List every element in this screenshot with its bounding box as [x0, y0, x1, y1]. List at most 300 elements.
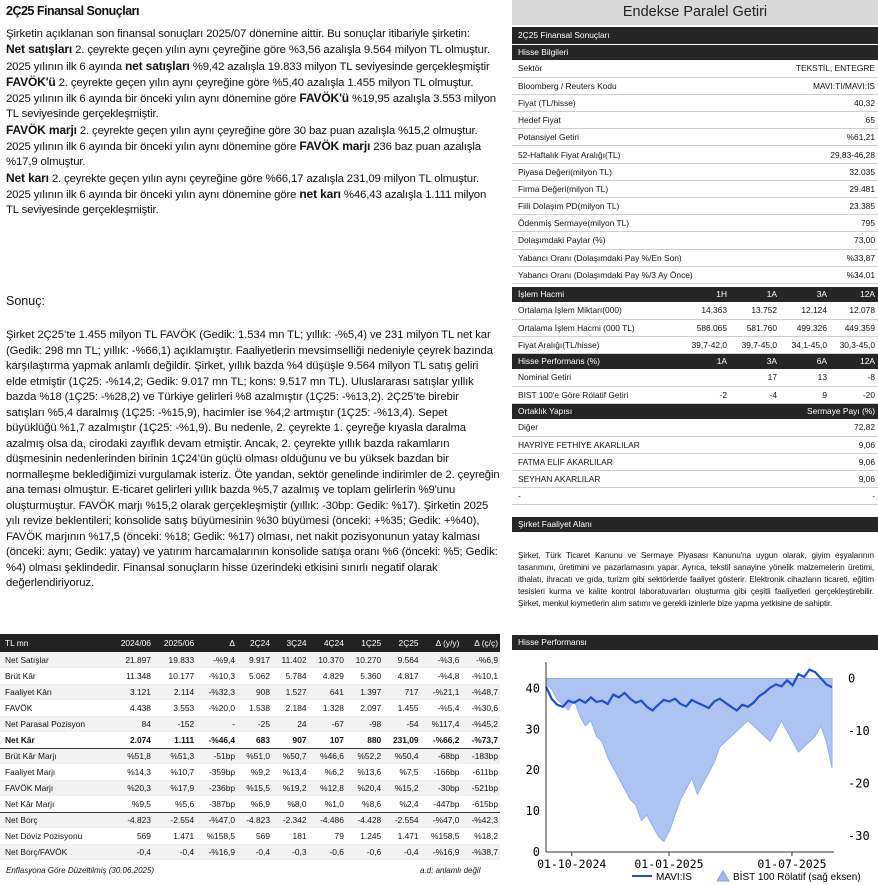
- net-profit-paragraph: [6, 171, 498, 219]
- cell: 5.360: [360, 671, 382, 681]
- cell: %51,3: [153, 748, 196, 764]
- cell: %50,4: [383, 748, 420, 764]
- cell: 907: [272, 732, 309, 748]
- cell: Yabancı Oranı (Dolaşımdaki Pay %/3 Ay Önce): [512, 266, 762, 283]
- cell: %19,2: [272, 780, 309, 796]
- table-row: [512, 180, 878, 197]
- cell: FATMA ELİF AKARLILAR: [512, 453, 815, 470]
- column-header: TL mn: [0, 634, 110, 652]
- cell: -%10,3: [208, 671, 236, 681]
- cell: -2.554: [383, 812, 420, 828]
- cell: %12,8: [309, 780, 346, 796]
- ownership-table: [512, 419, 878, 505]
- cell: 10.177: [168, 671, 195, 681]
- cell: 30,3-45,0: [830, 336, 878, 353]
- net-sales-paragraph: [6, 42, 498, 75]
- left-tick-label: 40: [525, 681, 540, 696]
- cell: %17,9: [153, 780, 196, 796]
- table-row: [512, 369, 878, 386]
- cell: %14,3: [127, 767, 151, 777]
- cell: Firma Değeri(milyon TL): [512, 180, 762, 197]
- table-row: [512, 302, 878, 319]
- summary-section: [6, 4, 498, 219]
- cell: Ortalama İşlem Miktarı(000): [512, 302, 678, 319]
- table-row: [512, 232, 878, 249]
- cell: -2: [678, 386, 730, 403]
- txt: 2. çeyrekte geçen yılın aynı çeyreğine göre %3,56 azalışla 9.564 milyon TL olmuştur. 2025 yılının ilk 6 ayında: [6, 44, 490, 73]
- cell: 1.111: [153, 732, 196, 748]
- cell: -2.342: [272, 812, 309, 828]
- cell: -%66,2: [421, 732, 462, 748]
- table-row: [512, 336, 878, 353]
- performance-chart-svg: [512, 650, 878, 885]
- table-row: [512, 488, 878, 505]
- header-cell: Hisse Performans (%): [518, 356, 600, 366]
- cell: Net Kâr Marjı: [5, 798, 55, 809]
- volume-table: [512, 302, 878, 354]
- cell: -%16,9: [421, 844, 462, 860]
- cell: Potansiyel Getiri: [512, 129, 762, 146]
- legend-label: BİST 100 Rölatif (sağ eksen): [733, 872, 861, 883]
- cell: -30bp: [421, 780, 462, 796]
- cell: Dolaşımdaki Paylar (%): [512, 232, 762, 249]
- panel-header: Endekse Paralel Getiri: [512, 0, 878, 25]
- kw: FAVÖK'ü: [299, 91, 349, 106]
- cell: %34,01: [762, 266, 878, 283]
- table-row: [0, 716, 500, 732]
- column-header: 2025/06: [153, 634, 196, 652]
- volume-header: [512, 287, 878, 302]
- cell: 1.527: [272, 684, 309, 700]
- header-cell: 3A: [766, 356, 777, 366]
- cell: Brüt Kâr: [5, 671, 36, 681]
- cell: 72,82: [815, 419, 878, 436]
- cell: FAVÖK Marjı: [0, 780, 110, 796]
- table-row: [512, 266, 878, 283]
- cell: Fiili Dolaşım PD(milyon TL): [512, 198, 762, 215]
- cell: %33,87: [762, 249, 878, 266]
- left-tick-label: 10: [525, 804, 540, 819]
- cell: -0,4: [237, 844, 272, 860]
- cell: 3.121: [110, 684, 153, 700]
- cell: -: [512, 488, 815, 505]
- cell: 29,83-46,28: [762, 146, 878, 163]
- table-row: [512, 112, 878, 129]
- cell: Fiyat Aralığı(TL/hisse): [512, 336, 678, 353]
- favok-margin-paragraph: [6, 123, 498, 171]
- cell: -0,4: [383, 844, 420, 860]
- header-cell: 1A: [766, 288, 777, 299]
- table-row: [0, 652, 500, 668]
- legend-swatch-relative: [717, 871, 729, 881]
- table-row: [0, 732, 500, 748]
- cell: 1.455: [397, 703, 419, 713]
- header-cell: 12A: [860, 288, 875, 299]
- cell: -%47,0: [196, 812, 237, 828]
- table-row: [512, 198, 878, 215]
- table-row: [0, 844, 500, 860]
- table-row: [512, 163, 878, 180]
- performance-table: [512, 369, 878, 404]
- table-row: [0, 780, 500, 796]
- cell: -20: [830, 386, 878, 403]
- cell: 9.917: [237, 652, 272, 668]
- activity-header: Şirket Faaliyet Alanı: [512, 517, 878, 532]
- cell: Ödenmiş Sermaye(milyon TL): [512, 215, 762, 232]
- cell: 23.385: [762, 198, 878, 215]
- table-row: [0, 764, 500, 780]
- cell: -%45,2: [461, 716, 500, 732]
- cell: Nominal Getiri: [512, 369, 678, 386]
- intro-paragraph: Şirketin açıklanan son finansal sonuçları 2025/07 dönemine aittir. Bu sonuçlar itibariyle şirketin:: [6, 28, 470, 40]
- txt: 236 baz puan azalışla %17,9 olmuştur.: [6, 141, 481, 169]
- table-row: [512, 249, 878, 266]
- cell: 10.370: [309, 652, 346, 668]
- cell: -%10,1: [471, 671, 498, 681]
- cell: 880: [346, 732, 383, 748]
- cell: 13.752: [730, 302, 780, 319]
- left-tick-label: 20: [525, 763, 540, 778]
- column-header: Δ: [196, 634, 237, 652]
- cell: 683: [237, 732, 272, 748]
- table-row: [512, 419, 878, 436]
- cell: 9,06: [815, 453, 878, 470]
- column-header: 2Ç25: [383, 634, 420, 652]
- cell: 34,1-45,0: [780, 336, 830, 353]
- cell: 2.114: [153, 684, 196, 700]
- cell: 12.124: [780, 302, 830, 319]
- table-row: [512, 146, 878, 163]
- cell: -98: [346, 716, 383, 732]
- cell: 11.402: [272, 652, 309, 668]
- cell: 4.438: [130, 703, 151, 713]
- x-tick-label: 01-10-2024: [537, 857, 607, 871]
- cell: -%4,8: [437, 671, 460, 681]
- table-row: [0, 828, 500, 844]
- cell: -0,4: [153, 844, 196, 860]
- cell: -4.823: [237, 812, 272, 828]
- column-header: 3Ç24: [272, 634, 309, 652]
- cell: 10.270: [346, 652, 383, 668]
- cell: -%73,7: [461, 732, 500, 748]
- cell: -611bp: [472, 767, 498, 777]
- cell: Brüt Kâr Marjı: [0, 748, 110, 764]
- txt: 2. çeyrekte geçen yılın aynı çeyreğine göre %5,40 azalışla 1.455 milyon TL olmuştur. 2025 yılının ilk 6 ayında bir önceki yılın aynı dönemine göre: [6, 76, 474, 106]
- cell: -%38,7: [461, 844, 500, 860]
- cell: Net Satışlar: [0, 652, 110, 668]
- cell: 65: [762, 112, 878, 129]
- cell: -%42,3: [461, 812, 500, 828]
- cell: -%16,9: [196, 844, 237, 860]
- cell: %51,0: [237, 748, 272, 764]
- cell: Yabancı Oranı (Dolaşımdaki Pay %/En Son): [512, 249, 762, 266]
- favok-paragraph: [6, 75, 498, 123]
- cell: -236bp: [196, 780, 237, 796]
- section-results: 2Ç25 Finansal Sonuçları: [512, 27, 878, 44]
- cell: -0,6: [309, 844, 346, 860]
- table-row: [512, 77, 878, 94]
- cell: %15,5: [237, 780, 272, 796]
- cell: %52,2: [346, 748, 383, 764]
- x-tick-label: 01-01-2025: [634, 857, 704, 871]
- table-footnote-right: a.d: anlamlı değil: [420, 866, 481, 875]
- cell: %2,4: [399, 798, 419, 809]
- cell: %10,7: [170, 767, 195, 777]
- cell: %6,9: [250, 798, 270, 809]
- table-row: [512, 470, 878, 487]
- cell: TEKSTİL, ENTEGRE: [762, 60, 878, 77]
- cell: %15,2: [383, 780, 420, 796]
- cell: 40,32: [762, 94, 878, 111]
- table-row: [512, 386, 878, 403]
- cell: 79: [334, 831, 344, 841]
- cell: 1.471: [173, 831, 195, 841]
- financial-table: [0, 634, 500, 860]
- cell: -8: [830, 369, 878, 386]
- cell: -: [815, 488, 878, 505]
- cell: 449.359: [830, 319, 878, 336]
- kw: FAVÖK marjı: [6, 122, 77, 137]
- txt: %19,95 azalışla 3.553 milyon TL seviyesinde gerçekleşmiştir.: [6, 93, 496, 121]
- cell: 21.897: [110, 652, 153, 668]
- cell: Net Döviz Pozisyonu: [5, 831, 83, 841]
- cell: 5.062: [249, 671, 270, 681]
- txt: 2. çeyrekte geçen yılın aynı çeyreğine göre %66,17 azalışla 231,09 milyon TL olmuştur. 2025 yılının ilk 6 ayında bir önceki yılın aynı dönemine göre: [6, 172, 479, 201]
- right-tick-label: -10: [848, 724, 870, 739]
- cell: 499.326: [780, 319, 830, 336]
- left-tick-label: 30: [525, 722, 540, 737]
- cell: -4: [730, 386, 780, 403]
- stock-info-table: [512, 60, 878, 284]
- cell: -0,4: [110, 844, 153, 860]
- cell: %61,21: [762, 129, 878, 146]
- cell: Ortalama İşlem Hacmi (000 TL): [512, 319, 678, 336]
- table-row: [512, 215, 878, 232]
- cell: -4.486: [309, 812, 346, 828]
- chart-header: Hisse Performansı: [512, 635, 878, 650]
- cell: 795: [762, 215, 878, 232]
- cell: %13,4: [282, 767, 307, 777]
- cell: 52-Haftalık Fiyat Aralığı(TL): [512, 146, 762, 163]
- kw: net karı: [299, 186, 341, 201]
- column-header: Δ (y/y): [421, 634, 462, 652]
- cell: -4.428: [346, 812, 383, 828]
- cell: Faaliyet Kârı: [0, 684, 110, 700]
- cell: Diğer: [512, 419, 815, 436]
- table-row: [0, 812, 500, 828]
- kw: FAVÖK'ü: [6, 74, 56, 89]
- cell: 2.074: [110, 732, 153, 748]
- cell: 569: [256, 831, 270, 841]
- txt: %9,42 azalışla 19.833 milyon TL seviyesinde gerçekleşmiştir: [192, 60, 490, 73]
- table-row: [0, 684, 500, 700]
- cell: -4.823: [110, 812, 153, 828]
- cell: %20,4: [346, 780, 383, 796]
- cell: Net Kâr: [0, 732, 110, 748]
- cell: -152: [153, 716, 196, 732]
- cell: -521bp: [461, 780, 500, 796]
- page-title: 2Ç25 Finansal Sonuçları: [6, 4, 139, 18]
- column-header: 2024/06: [110, 634, 153, 652]
- cell: 107: [309, 732, 346, 748]
- table-row: [0, 668, 500, 684]
- cell: %13,6: [357, 767, 382, 777]
- cell: 581.760: [730, 319, 780, 336]
- cell: %50,7: [272, 748, 309, 764]
- table-row: [512, 436, 878, 453]
- table-row: [512, 129, 878, 146]
- cell: 1.471: [397, 831, 419, 841]
- cell: 2.097: [360, 703, 382, 713]
- cell: -615bp: [471, 798, 498, 809]
- cell: 1.245: [360, 831, 382, 841]
- cell: %8,6: [362, 798, 382, 809]
- cell: 1.538: [249, 703, 270, 713]
- performance-header: [512, 354, 878, 369]
- cell: -0,6: [346, 844, 383, 860]
- cell: %158,5: [206, 831, 236, 841]
- cell: -: [196, 716, 237, 732]
- cell: 641: [309, 684, 346, 700]
- txt: %46,43 azalışla 1.111 milyon TL seviyesinde gerçekleşmiştir.: [6, 188, 487, 217]
- cell: BIST 100'e Göre Rölatif Getiri: [512, 386, 678, 403]
- header-cell: 6A: [816, 356, 827, 366]
- header-cell: 1H: [716, 288, 727, 299]
- cell: %18,2: [474, 831, 498, 841]
- cell: 11.348: [125, 671, 151, 681]
- cell: %9,5: [131, 798, 151, 809]
- kw: FAVÖK marjı: [299, 139, 371, 154]
- cell: 9,06: [815, 470, 878, 487]
- column-header: 4Ç24: [309, 634, 346, 652]
- cell: Net Borç: [0, 812, 110, 828]
- table-footnote: Enflasyona Göre Düzeltilmiş (30.06.2025): [6, 866, 155, 875]
- cell: -%6,9: [461, 652, 500, 668]
- section-stock-info: Hisse Bilgileri: [512, 45, 878, 60]
- header-cell: 3A: [816, 288, 827, 299]
- cell: %6,2: [324, 767, 344, 777]
- cell: -%32,3: [196, 684, 237, 700]
- ownership-header: [512, 404, 878, 419]
- right-tick-label: -30: [848, 829, 870, 844]
- cell: 2.184: [285, 703, 307, 713]
- cell: Net Borç/FAVÖK: [0, 844, 110, 860]
- cell: -166bp: [433, 767, 460, 777]
- cell: -%30,6: [471, 703, 498, 713]
- header-cell: Ortaklık Yapısı: [518, 405, 573, 416]
- txt: 2. çeyrekte geçen yılın aynı çeyreğine göre 30 baz puan azalışla %15,2 olmuştur. 2025 yılının ilk 6 ayında bir önceki yılın aynı dönemine göre: [6, 124, 478, 154]
- cell: %20,3: [110, 780, 153, 796]
- table-header: [0, 634, 500, 652]
- cell: 39,7-45,0: [730, 336, 780, 353]
- cell: 3.553: [173, 703, 195, 713]
- cell: -%46,4: [196, 732, 237, 748]
- cell: Bloomberg / Reuters Kodu: [512, 77, 762, 94]
- cell: Faaliyet Marjı: [5, 767, 56, 777]
- cell: %1,0: [324, 798, 344, 809]
- cell: 73,00: [762, 232, 878, 249]
- right-tick-label: -20: [848, 776, 870, 791]
- cell: Sektör: [512, 60, 762, 77]
- cell: %51,8: [110, 748, 153, 764]
- cell: MAVI:TI/MAVI:IS: [762, 77, 878, 94]
- cell: 9: [780, 386, 830, 403]
- cell: -%9,4: [196, 652, 237, 668]
- cell: -67: [309, 716, 346, 732]
- cell: 1.328: [322, 703, 344, 713]
- cell: 14.363: [678, 302, 730, 319]
- kw: net satışları: [124, 58, 190, 73]
- cell: 17: [730, 369, 780, 386]
- cell: %46,6: [309, 748, 346, 764]
- left-tick-label: 0: [532, 845, 540, 859]
- cell: 9.564: [383, 652, 420, 668]
- cell: -183bp: [461, 748, 500, 764]
- cell: 24: [272, 716, 309, 732]
- column-header: 1Ç25: [346, 634, 383, 652]
- cell: 39,7-42,0: [678, 336, 730, 353]
- cell: -%5,4: [437, 703, 460, 713]
- table-row: [0, 796, 500, 812]
- x-tick-label: 01-07-2025: [757, 857, 827, 871]
- cell: %8,0: [287, 798, 307, 809]
- conclusion-title: Sonuç:: [6, 294, 45, 308]
- kw: Net satışları: [6, 42, 73, 57]
- cell: 13: [780, 369, 830, 386]
- cell: -%3,6: [421, 652, 462, 668]
- cell: Fiyat (TL/hisse): [512, 94, 762, 111]
- cell: 84: [110, 716, 153, 732]
- right-tick-label: 0: [848, 671, 856, 686]
- cell: -%47,0: [421, 812, 462, 828]
- cell: SEYHAN AKARLILAR: [512, 470, 815, 487]
- cell: -0,3: [272, 844, 309, 860]
- cell: -447bp: [433, 798, 460, 809]
- cell: 4.817: [397, 671, 419, 681]
- header-cell: İşlem Hacmi: [518, 288, 565, 299]
- cell: %7,5: [399, 767, 419, 777]
- cell: 231,09: [383, 732, 420, 748]
- cell: 29.481: [762, 180, 878, 197]
- cell: -2.554: [153, 812, 196, 828]
- cell: -359bp: [208, 767, 236, 777]
- cell: -51bp: [196, 748, 237, 764]
- stock-info-panel: [512, 0, 878, 647]
- cell: Net Parasal Pozisyon: [0, 716, 110, 732]
- kw: Net karı: [6, 170, 49, 185]
- cell: FAVÖK: [5, 703, 33, 713]
- cell: %5,6: [175, 798, 195, 809]
- table-row: [512, 319, 878, 336]
- cell: -%48,7: [461, 684, 500, 700]
- stock-chart: [512, 635, 878, 885]
- cell: 908: [237, 684, 272, 700]
- cell: %117,4: [421, 716, 462, 732]
- header-cell: Sermaye Payı (%): [807, 405, 875, 416]
- cell: Piyasa Değeri(milyon TL): [512, 163, 762, 180]
- conclusion-paragraph: Şirket 2Ç25’te 1.455 milyon TL FAVÖK (Gedik: 1.534 mn TL; yıllık: -%5,4) ve 231 milyon TL net kar (Gedik: 298 mn TL; yıllık: -%66,1) açıklamıştır. Faaliyetlerin mevsimselliği nedeniyle çeyrek bazında karşılaştırma yapmak anlamlı değildir. Şirket, yıllık bazda %4 düşüşle 9.564 milyon TL satış geliri elde etmiştir (1Ç25: -%14,2; Gedik: 9.017 mn TL; kons: 9.517 mn TL). Uluslararası satışlar yıllık bazda %18 (1Ç25: -%28,2) ve Türkiye gelirleri %8 azalmıştır (1Ç25: -%13,2). 2Ç25’te birebir satışları %5,4 daralmış (1Ç25: -%15,9), hacimler ise %4,2 artmıştır (1Ç25: -%13,4). Sepet büyüklüğü %1,7 azalmıştır (1Ç25: -%1,9). Bu nedenle, 2. çeyrekte 1. çeyreğe kıyasla daralma azalmış olsa da, cirodaki zayıflık devam etmiştir. Ancak, 2. çeyrekte yıllık bazda rakamların düşmesinin nedenlerinden birinin 1Ç24’ün güçlü olması olduğunu ve bu yüksek bazdan bir normalleşme beklediğimizi vurgulamak isteriz. Öte yandan, sektör genelinde indirimler de 2. çeyreğin ana teması olmuştur. E-ticaret gelirleri yıllık bazda %5,7 azalmış ve toplam gelirlerin %9'unu oluşturmuştur. FAVÖK marjı %15,2 olarak gerçekleşmiştir (yıllık: -30bp: Gedik: %17). Şirketin 2025 yılı revize beklentileri; konsolide satış büyümesinin %30 büyümesi (önceki: +%35; Gedik: +%40), FAVÖK marjının %17,5 (önceki: %18; Gedik: %17) olması, net nakit pozisyonunun yatay kalması (önceki: aynı; Gedik: yatay) ve yatırım harcamalarının konsolide satışa oranı %6 (önceki: %5; Gedik: %4) olması şeklindedir. Finansal sonuçların hisse üzerindeki etkisini sınırlı negatif olarak değerlendiriyoruz.: [6, 329, 500, 589]
- cell: HAYRİYE FETHİYE AKARLILAR: [512, 436, 815, 453]
- cell: %158,5: [431, 831, 460, 841]
- legend-label: MAVI:IS: [656, 872, 692, 883]
- cell: -%21,1: [421, 684, 462, 700]
- cell: 1.397: [346, 684, 383, 700]
- activity-text: Şirket, Türk Ticaret Kanunu ve Sermaye Piyasası Kanunu'na uygun olarak, giyim eşyalarının tasarımını, üretimini ve pazarlamasını yapar. Ayrıca, tekstil sanayine yönelik malzemelerin üretimi, ithalatı, ihracatı ve gıda, turizm gibi sektörlerde faaliyet gösterir. Elektronik cihazların ticareti, eğitim tesisleri kurma ve kalite kontrol laboratuvarları oluşturma gibi çeşitli faaliyetleri gerçekleştirebilir. Şirket, menkul kıymetlerin alım satımı ve gerekli izinlerle bize yapma yetkisine de sahiptir.: [518, 551, 874, 609]
- cell: 181: [292, 831, 307, 841]
- table-row: [512, 94, 878, 111]
- cell: [678, 369, 730, 386]
- table-row: [0, 700, 500, 716]
